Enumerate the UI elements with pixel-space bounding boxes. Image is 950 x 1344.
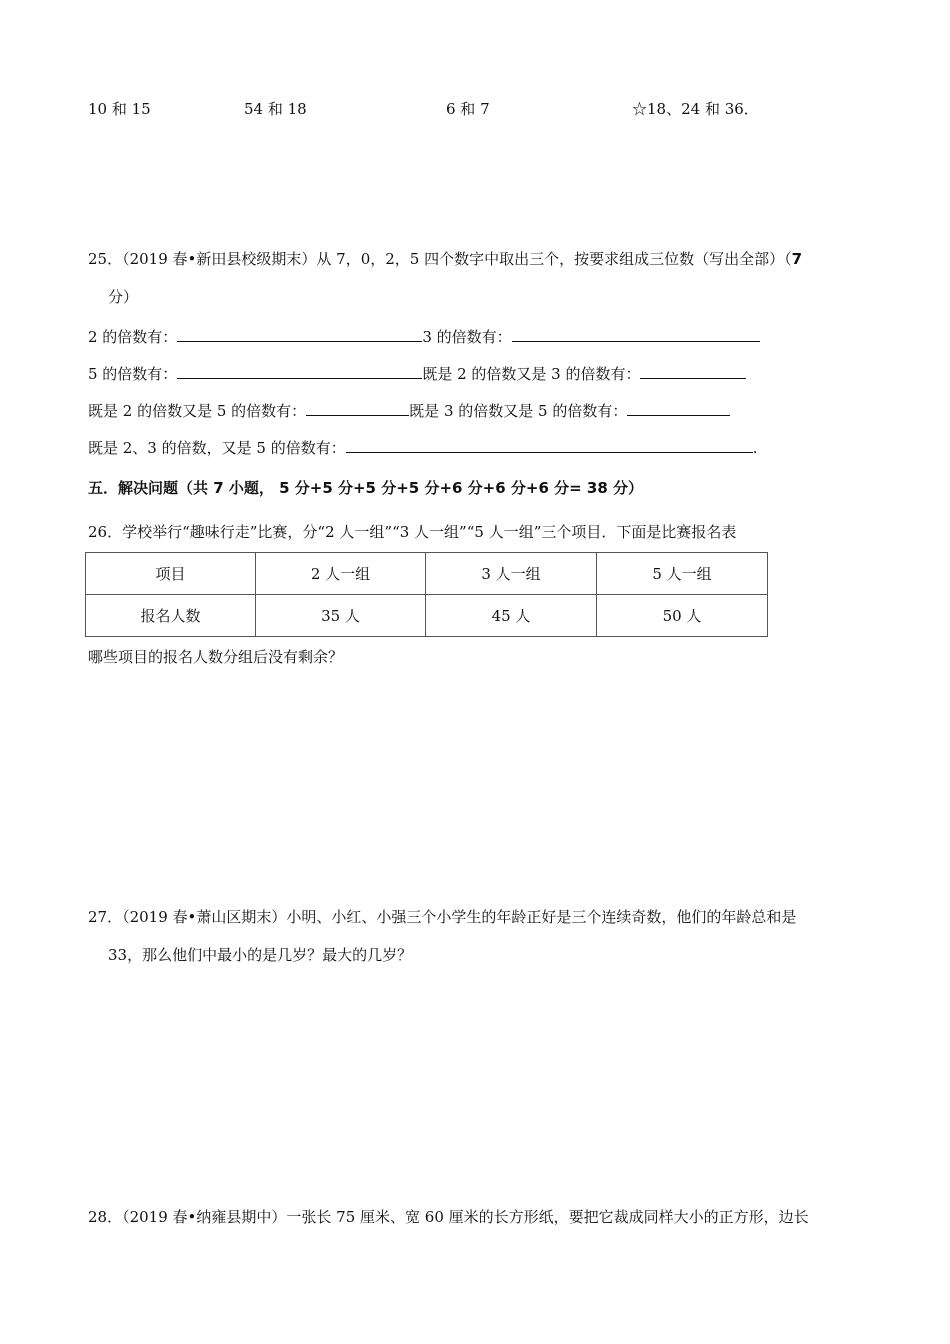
blank-mult3and5[interactable] <box>627 401 730 416</box>
q27-line1: 27．（2019 春•萧山区期末）小明、小红、小强三个小学生的年龄正好是三个连续奇数，他们的年龄总和是 <box>88 908 797 926</box>
pair-10-15: 10 和 15 <box>88 100 151 118</box>
table-cell: 报名人数 <box>86 595 256 637</box>
section-5-title: 五．解决问题（共 7 小题， 5 分+5 分+5 分+5 分+6 分+6 分+6 分= 38 分） <box>88 479 644 497</box>
table-cell: 50 人 <box>597 595 768 637</box>
q27-line2: 33，那么他们中最小的是几岁？最大的几岁？ <box>108 946 413 964</box>
q25-row-1 <box>88 327 760 345</box>
pair-6-7: 6 和 7 <box>446 100 490 118</box>
registration-table <box>85 552 768 637</box>
table-row <box>86 553 768 595</box>
blank-mult235[interactable] <box>346 438 753 453</box>
table-cell: 项目 <box>86 553 256 595</box>
q26-question: 哪些项目的报名人数分组后没有剩余？ <box>88 648 344 666</box>
triple-18-24-36: ☆18、24 和 36． <box>632 100 759 118</box>
table-cell: 35 人 <box>256 595 426 637</box>
label-mult2and3: 既是 2 的倍数又是 3 的倍数有： <box>422 365 641 383</box>
q28-line1: 28．（2019 春•纳雍县期中）一张长 75 厘米、宽 60 厘米的长方形纸，要把它裁成同样大小的正方形，边长 <box>88 1208 809 1226</box>
q25-row-4: 既是 2、3 的倍数，又是 5 的倍数有： . <box>88 439 758 457</box>
blank-mult3[interactable] <box>512 327 760 342</box>
label-mult3and5: 既是 3 的倍数又是 5 的倍数有： <box>409 402 628 420</box>
q25-line1: 25．（2019 春•新田县校级期末）从 7，0，2，5 四个数字中取出三个，按要求组成三位数（写出全部）（7 <box>88 250 803 268</box>
label-mult235: 既是 2、3 的倍数，又是 5 的倍数有： <box>88 439 346 457</box>
table-cell: 2 人一组 <box>256 553 426 595</box>
q26-text: 26．学校举行“趣味行走”比赛，分“2 人一组”“3 人一组”“5 人一组”三个项目．下面是比赛报名表 <box>88 523 737 541</box>
label-mult5: 5 的倍数有： <box>88 365 178 383</box>
blank-mult5[interactable] <box>177 364 422 379</box>
table-cell: 5 人一组 <box>597 553 768 595</box>
label-mult2: 2 的倍数有： <box>88 328 178 346</box>
blank-mult2[interactable] <box>177 327 422 342</box>
table-row <box>86 595 768 637</box>
label-mult3: 3 的倍数有： <box>422 328 512 346</box>
q25-row-2 <box>88 364 746 382</box>
table-cell: 3 人一组 <box>426 553 597 595</box>
pair-54-18: 54 和 18 <box>244 100 307 118</box>
q25-line2: 分） <box>108 288 139 306</box>
label-mult2and5: 既是 2 的倍数又是 5 的倍数有： <box>88 402 307 420</box>
blank-mult2and3[interactable] <box>640 364 746 379</box>
q25-row-3 <box>88 401 730 419</box>
blank-mult2and5[interactable] <box>306 401 409 416</box>
table-cell: 45 人 <box>426 595 597 637</box>
